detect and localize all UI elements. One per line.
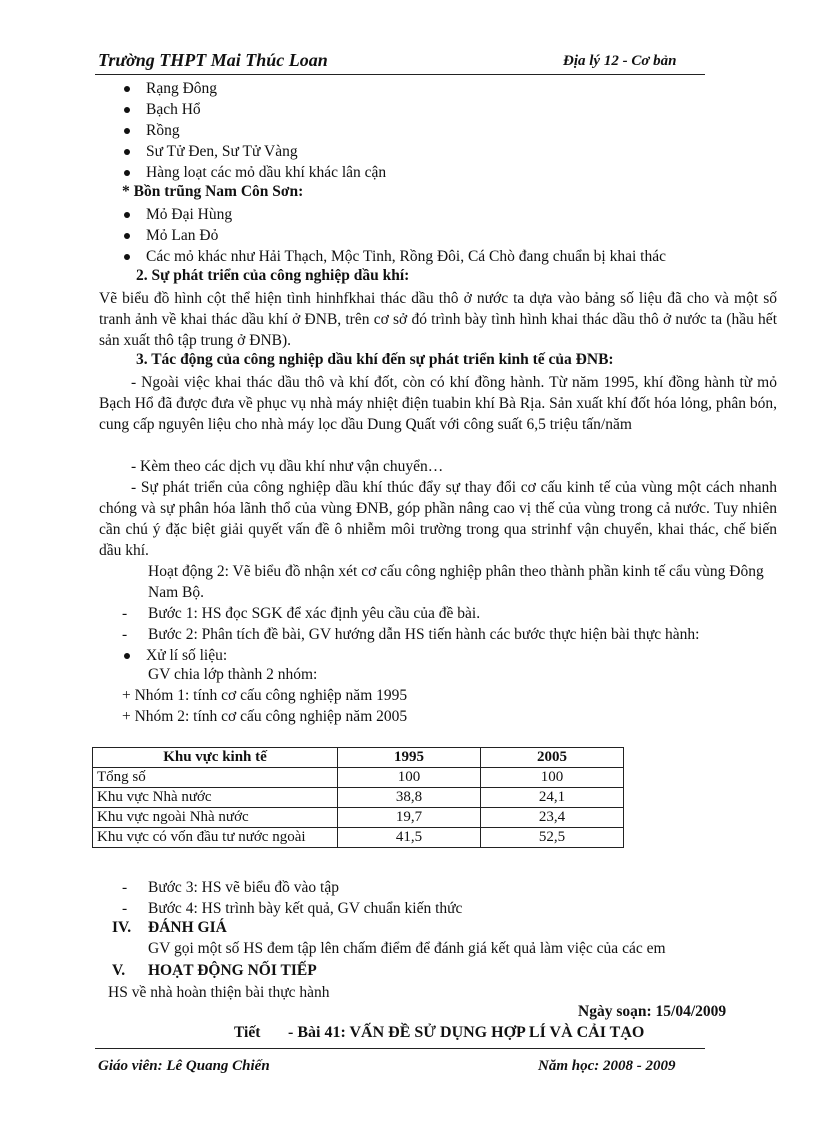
section-iv-title: ĐÁNH GIÁ bbox=[148, 919, 227, 936]
table-row bbox=[93, 768, 624, 788]
table-cell: Khu vực Nhà nước bbox=[93, 788, 338, 808]
prep-date: Ngày soạn: 15/04/2009 bbox=[578, 1003, 727, 1020]
footer-rule bbox=[95, 1048, 705, 1049]
step-item: - Bước 2: Phân tích đề bài, GV hướng dẫn HS tiến hành các bước thực hiện bài thực hành: bbox=[118, 624, 699, 645]
step-item: - Bước 1: HS đọc SGK để xác định yêu cầu của đề bài. bbox=[118, 603, 699, 624]
section-2-heading: 2. Sự phát triển của công nghiệp dầu khí: bbox=[136, 267, 410, 284]
table-cell: Tổng số bbox=[93, 768, 338, 788]
section-3-paragraph-2: - Kèm theo các dịch vụ dầu khí như vận chuyển… bbox=[131, 458, 444, 475]
step-item: - Bước 3: HS vẽ biểu đồ vào tập bbox=[118, 877, 462, 898]
oil-fields-list-1 bbox=[118, 78, 386, 183]
step-item: - Bước 4: HS trình bày kết quả, GV chuẩn kiến thức bbox=[118, 898, 462, 919]
section-v-text: HS về nhà hoàn thiện bài thực hành bbox=[108, 984, 330, 1001]
lesson-period-label: Tiết bbox=[234, 1024, 261, 1041]
group-1: + Nhóm 1: tính cơ cấu công nghiệp năm 1995 bbox=[122, 687, 408, 704]
list-item: Hàng loạt các mỏ dầu khí khác lân cận bbox=[118, 162, 386, 183]
section-3-heading: 3. Tác động của công nghiệp dầu khí đến sự phát triển kinh tế của ĐNB: bbox=[136, 351, 614, 368]
table-cell: 24,1 bbox=[481, 788, 624, 808]
list-item: Các mỏ khác như Hải Thạch, Mộc Tinh, Rồng Đôi, Cá Chò đang chuẩn bị khai thác bbox=[118, 246, 666, 267]
later-steps bbox=[118, 877, 462, 919]
list-item: Xử lí số liệu: bbox=[118, 645, 227, 666]
table-cell: 19,7 bbox=[338, 808, 481, 828]
oil-fields-list-2 bbox=[118, 204, 666, 267]
section-2-paragraph: Vẽ biểu đồ hình cột thể hiện tình hinhfkhai thác dầu thô ở nước ta dựa vào bảng số liệu đã cho và một số tranh ảnh về khai thác dầu khí ở ĐNB, trên cơ sở đó trình bày tình hình khai thác dầu thô ở nước ta (hầu hết sản xuất thô tập trung ở ĐNB). bbox=[99, 290, 777, 349]
group-2: + Nhóm 2: tính cơ cấu công nghiệp năm 2005 bbox=[122, 708, 408, 725]
table-cell: 100 bbox=[338, 768, 481, 788]
table-cell: 100 bbox=[481, 768, 624, 788]
groups-intro: GV chia lớp thành 2 nhóm: bbox=[148, 666, 318, 683]
activity-2-intro: Hoạt động 2: Vẽ biểu đồ nhận xét cơ cấu công nghiệp phân theo thành phần kinh tế cẩu vùng Đông Nam Bộ. bbox=[148, 563, 764, 601]
table-row bbox=[93, 788, 624, 808]
section-v-title: HOẠT ĐỘNG NỐI TIẾP bbox=[148, 962, 317, 979]
next-lesson-title: - Bài 41: VẤN ĐỀ SỬ DỤNG HỢP LÍ VÀ CẢI TẠO bbox=[288, 1024, 645, 1041]
table-cell: Khu vực có vốn đầu tư nước ngoài bbox=[93, 828, 338, 848]
section-iv-text: GV gọi một số HS đem tập lên chấm điểm để đánh giá kết quả làm việc của các em bbox=[148, 940, 666, 957]
table-header-row bbox=[93, 748, 624, 768]
school-year: Năm học: 2008 - 2009 bbox=[538, 1058, 676, 1074]
industry-structure-table bbox=[92, 747, 624, 848]
section-v-number: V. bbox=[112, 962, 126, 979]
header-rule bbox=[95, 74, 705, 75]
list-item: Bạch Hổ bbox=[118, 99, 386, 120]
table-cell: 23,4 bbox=[481, 808, 624, 828]
column-header: 2005 bbox=[481, 748, 624, 768]
school-name: Trường THPT Mai Thúc Loan bbox=[98, 50, 328, 70]
list-item: Mỏ Lan Đỏ bbox=[118, 225, 666, 246]
list-item: Mỏ Đại Hùng bbox=[118, 204, 666, 225]
list-item: Rồng bbox=[118, 120, 386, 141]
teacher-name: Giáo viên: Lê Quang Chiến bbox=[98, 1058, 270, 1074]
list-item: Rạng Đông bbox=[118, 78, 386, 99]
table-row bbox=[93, 808, 624, 828]
section-3-paragraph-3: - Sự phát triển của công nghiệp dầu khí thúc đẩy sự thay đổi cơ cấu kinh tế của vùng một cách nhanh chóng và sự phân hóa lãnh thổ của vùng ĐNB, góp phần nâng cao vị thế của vùng trong cả nước. Tuy nhiên cần chú ý đặc biệt giải quyết vấn đề ô nhiễm môi trường trong qua strinhf vận chuyển, khai thác, chế biến dầu khí. bbox=[99, 479, 777, 559]
table-cell: 41,5 bbox=[338, 828, 481, 848]
list-item: Sư Tử Đen, Sư Tử Vàng bbox=[118, 141, 386, 162]
basin-heading: * Bồn trũng Nam Côn Sơn: bbox=[122, 183, 304, 200]
table-row bbox=[93, 828, 624, 848]
table-cell: Khu vực ngoài Nhà nước bbox=[93, 808, 338, 828]
table-cell: 38,8 bbox=[338, 788, 481, 808]
section-3-paragraph-1: - Ngoài việc khai thác dầu thô và khí đốt, còn có khí đồng hành. Từ năm 1995, khí đồng hành từ mỏ Bạch Hổ đã được đưa về phục vụ nhà máy nhiệt điện tuabin khí Bà Rịa. Sản xuất khí đốt hóa lỏng, phân bón, cung cấp nguyên liệu cho nhà máy lọc dầu Dung Quất với công suất 6,5 triệu tấn/năm bbox=[99, 374, 777, 433]
table-cell: 52,5 bbox=[481, 828, 624, 848]
activity-2-steps bbox=[118, 603, 699, 645]
subject-label: Địa lý 12 - Cơ bản bbox=[563, 53, 677, 69]
processing-list bbox=[118, 645, 227, 666]
section-iv-number: IV. bbox=[112, 919, 132, 936]
column-header: Khu vực kinh tế bbox=[93, 748, 338, 768]
column-header: 1995 bbox=[338, 748, 481, 768]
